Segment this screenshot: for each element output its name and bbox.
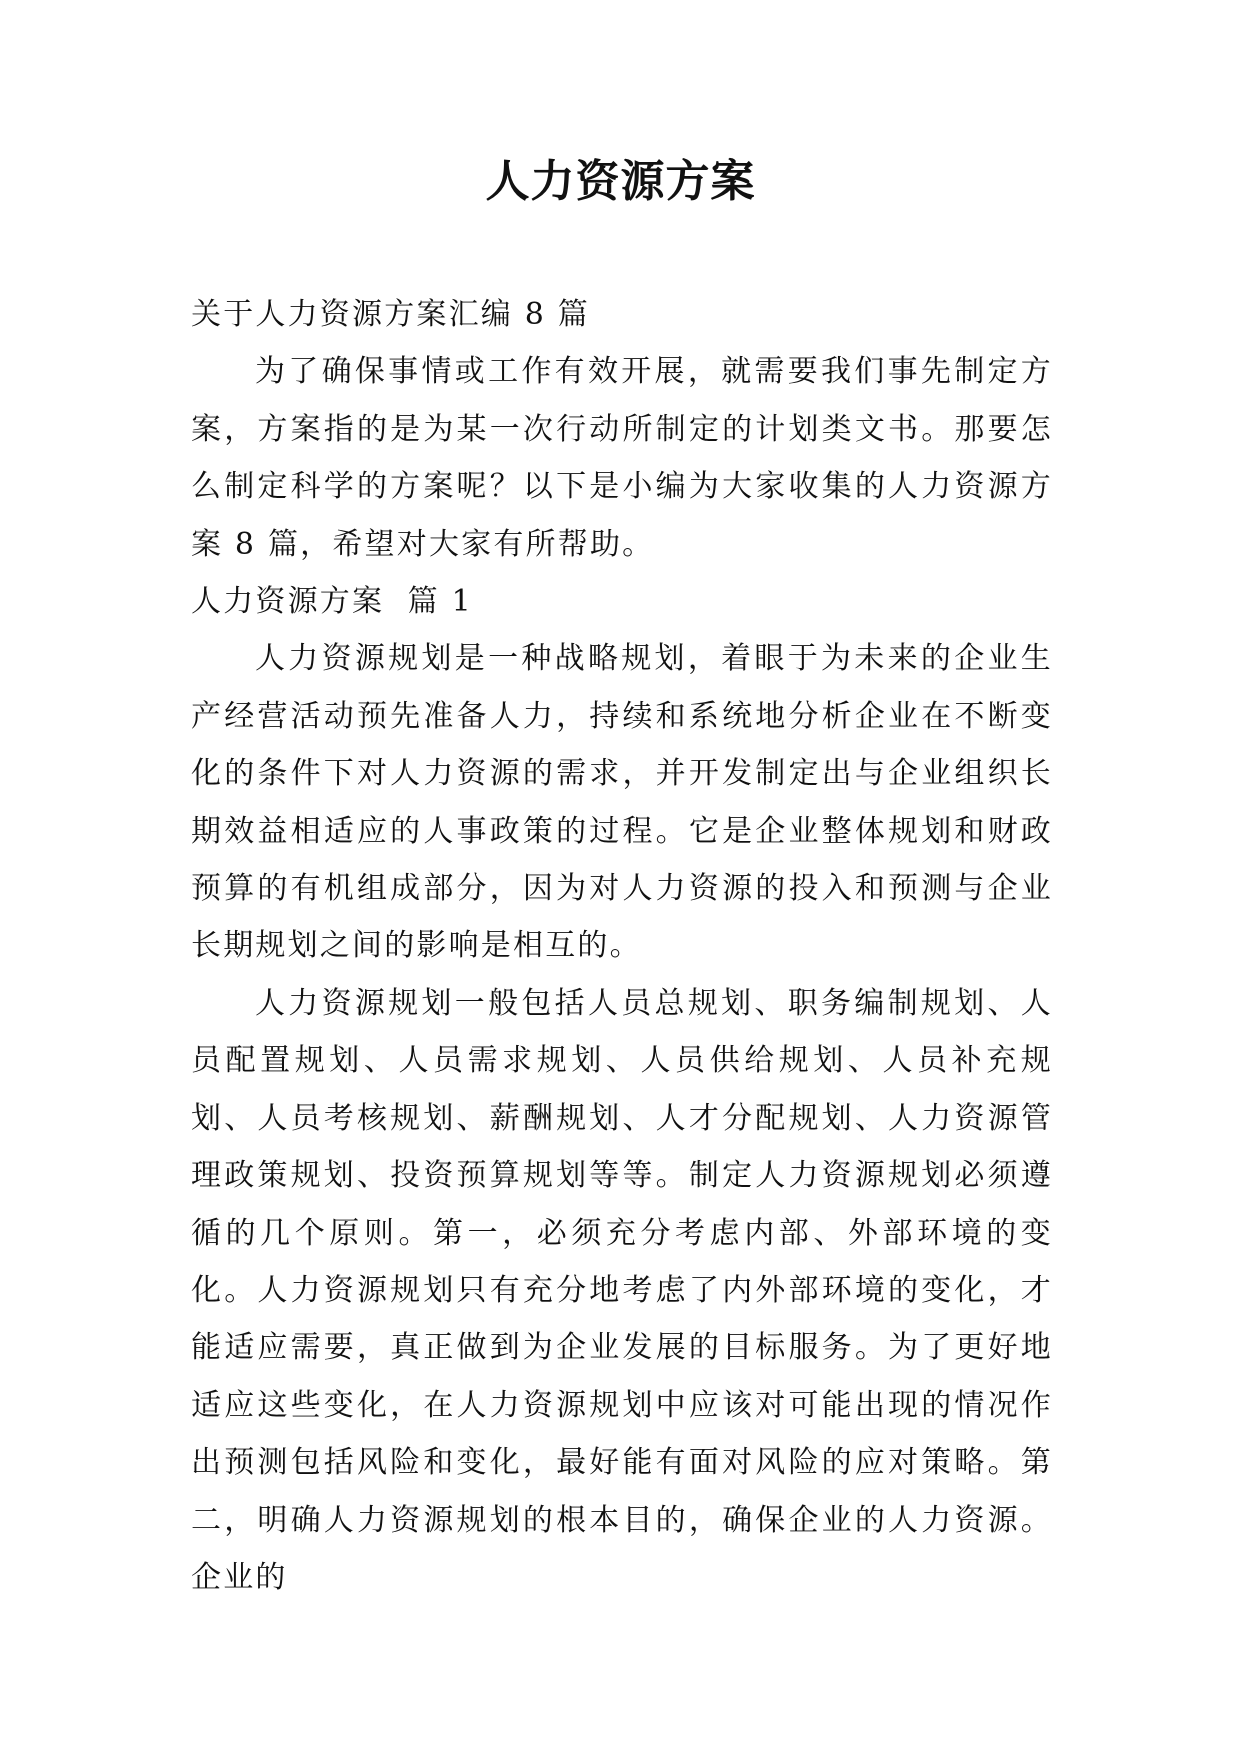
document-title: 人力资源方案 <box>485 156 756 207</box>
intro-paragraph: 为了确保事情或工作有效开展，就需要我们事先制定方案，方案指的是为某一次行动所制定的计划类文书。那要怎么制定科学的方案呢？以下是小编为大家收集的人力资源方案 8 篇，希望对大家有所帮助。 <box>191 354 1053 562</box>
document-body <box>191 286 1053 1606</box>
body-paragraph-1: 人力资源规划是一种战略规划，着眼于为未来的企业生产经营活动预先准备人力，持续和系统地分析企业在不断变化的条件下对人力资源的需求，并开发制定出与企业组织长期效益相适应的人事政策的过程。它是企业整体规划和财政预算的有机组成部分，因为对人力资源的投入和预测与企业长期规划之间的影响是相互的。 <box>191 641 1053 964</box>
body-paragraph-2: 人力资源规划一般包括人员总规划、职务编制规划、人员配置规划、人员需求规划、人员供给规划、人员补充规划、人员考核规划、薪酬规划、人才分配规划、人力资源管理政策规划、投资预算规划等等。制定人力资源规划必须遵循的几个原则。第一，必须充分考虑内部、外部环境的变化。人力资源规划只有充分地考虑了内外部环境的变化，才能适应需要，真正做到为企业发展的目标服务。为了更好地适应这些变化，在人力资源规划中应该对可能出现的情况作出预测包括风险和变化，最好能有面对风险的应对策略。第二，明确人力资源规划的根本目的，确保企业的人力资源。企业的 <box>191 985 1053 1595</box>
document-subtitle: 关于人力资源方案汇编 8 篇 <box>191 297 590 332</box>
section-heading: 人力资源方案 篇 1 <box>191 584 473 620</box>
